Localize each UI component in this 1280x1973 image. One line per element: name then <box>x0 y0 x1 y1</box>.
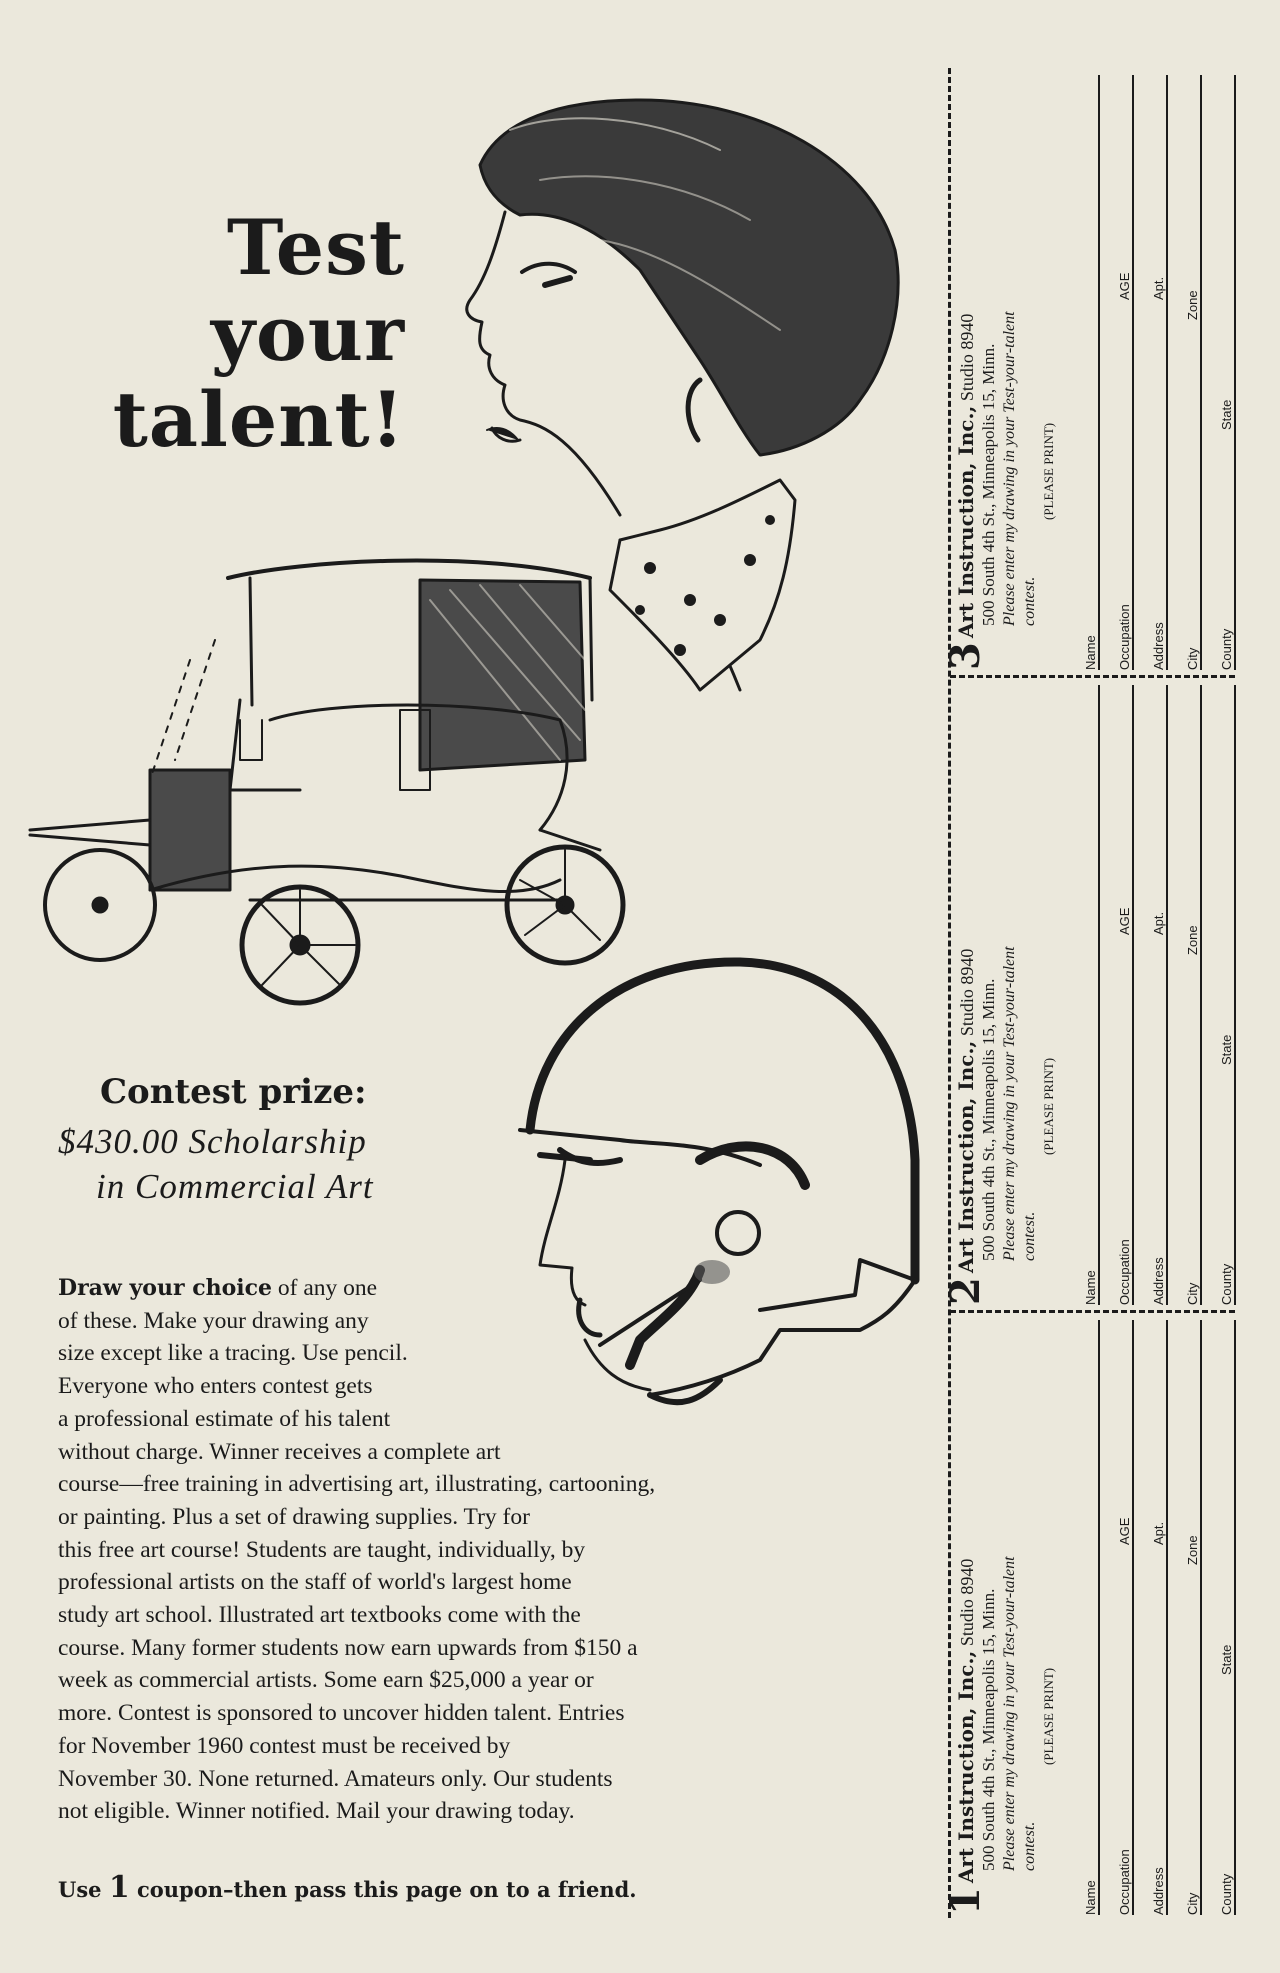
coupon-content <box>942 1320 1242 1915</box>
body-line: November 30. None returned. Amateurs only. Our students <box>58 1765 613 1792</box>
coupon-fields <box>1072 75 1242 670</box>
coupon-instruction: contest. <box>1021 1211 1038 1261</box>
coupon-studio: Studio 8940 <box>957 1558 977 1651</box>
coupon-number: 1 <box>942 1887 989 1915</box>
occupation-field[interactable] <box>1106 75 1140 670</box>
field-label: AGE <box>1117 905 1132 935</box>
field-label: Apt. <box>1151 909 1166 935</box>
coupon-2[interactable] <box>942 685 1235 1305</box>
body-line <box>58 1272 898 1305</box>
field-label: County <box>1219 626 1234 670</box>
body-line: professional artists on the staff of world's largest home <box>58 1569 572 1596</box>
body-line: this free art course! Students are taught, individually, by <box>58 1536 586 1563</box>
occupation-field[interactable] <box>1106 1320 1140 1915</box>
field-label: Occupation <box>1117 601 1132 670</box>
coupon-company: Art Instruction, Inc., <box>954 405 978 639</box>
coupon-instruction: Please enter my drawing in your Test-your-talent <box>1001 1556 1018 1871</box>
field-label: City <box>1185 645 1200 670</box>
prize-title: Contest prize: <box>100 1072 367 1112</box>
prize-field: in Commercial Art <box>96 1167 374 1206</box>
coupon-number: 3 <box>942 642 989 670</box>
footer-before: Use <box>58 1877 109 1902</box>
name-field[interactable] <box>1072 75 1106 670</box>
field-label: Address <box>1151 1254 1166 1305</box>
field-label: Name <box>1083 1877 1098 1915</box>
body-line: Everyone who enters contest gets <box>58 1373 373 1400</box>
headline-line: your <box>210 289 405 378</box>
prize-amount: $430.00 Scholarship <box>58 1122 367 1161</box>
name-field[interactable] <box>1072 1320 1106 1915</box>
headline-line: talent! <box>112 375 405 464</box>
field-label: AGE <box>1117 270 1132 300</box>
city-field[interactable] <box>1174 685 1208 1305</box>
occupation-field[interactable] <box>1106 685 1140 1305</box>
body-line: course—free training in advertising art, illustrating, cartooning, <box>58 1471 656 1498</box>
coupon-number: 2 <box>942 1277 989 1305</box>
county-field[interactable] <box>1208 75 1242 670</box>
field-label: Apt. <box>1151 274 1166 300</box>
coupon-instruction: Please enter my drawing in your Test-your-talent <box>1001 311 1018 626</box>
field-label: AGE <box>1117 1515 1132 1545</box>
coupon-divider <box>950 675 1235 678</box>
coupon-content <box>942 685 1242 1305</box>
coupon-divider <box>950 1310 1235 1313</box>
coupon-instruction: contest. <box>1021 576 1038 626</box>
county-field[interactable] <box>1208 1320 1242 1915</box>
field-label: County <box>1219 1871 1234 1915</box>
field-label: State <box>1219 1642 1234 1675</box>
body-copy <box>58 1272 898 1828</box>
coupon-print-note: (PLEASE PRINT) <box>1041 422 1056 520</box>
address-field[interactable] <box>1140 1320 1174 1915</box>
county-field[interactable] <box>1208 685 1242 1305</box>
body-line: without charge. Winner receives a complete art <box>58 1438 501 1465</box>
city-field[interactable] <box>1174 1320 1208 1915</box>
headline-line: Test <box>226 203 405 292</box>
field-label: State <box>1219 1032 1234 1065</box>
body-line: for November 1960 contest must be received by <box>58 1732 511 1759</box>
field-label: Zone <box>1185 287 1200 320</box>
coupon-company: Art Instruction, Inc., <box>954 1040 978 1274</box>
address-field[interactable] <box>1140 685 1174 1305</box>
coupon-address: 500 South 4th St., Minneapolis 15, Minn. <box>979 343 998 626</box>
footer-after: coupon–then pass this page on to a friend. <box>129 1877 637 1902</box>
coupon-studio: Studio 8940 <box>957 948 977 1041</box>
coupon-content <box>942 75 1242 670</box>
coupon-instruction: Please enter my drawing in your Test-your-talent <box>1001 946 1018 1261</box>
body-lead-rest: of any one <box>272 1275 378 1301</box>
field-label: Address <box>1151 619 1166 670</box>
field-label: State <box>1219 397 1234 430</box>
coupon-address: 500 South 4th St., Minneapolis 15, Minn. <box>979 1588 998 1871</box>
body-line: a professional estimate of his talent <box>58 1405 391 1432</box>
field-label: Zone <box>1185 922 1200 955</box>
body-lead-bold: Draw your choice <box>58 1275 273 1301</box>
body-line: course. Many former students now earn upwards from $150 a <box>58 1634 638 1661</box>
coupon-1[interactable] <box>942 1320 1235 1915</box>
field-label: Apt. <box>1151 1519 1166 1545</box>
field-label: City <box>1185 1280 1200 1305</box>
body-line: of these. Make your drawing any <box>58 1307 369 1334</box>
coupon-instruction: contest. <box>1021 1821 1038 1871</box>
footer-number: 1 <box>108 1870 130 1905</box>
coupon-3[interactable] <box>942 75 1235 670</box>
field-label: Zone <box>1185 1532 1200 1565</box>
field-label: County <box>1219 1261 1234 1305</box>
coupon-print-note: (PLEASE PRINT) <box>1041 1057 1056 1155</box>
body-line: study art school. Illustrated art textbooks come with the <box>58 1602 581 1629</box>
coupon-company: Art Instruction, Inc., <box>954 1650 978 1884</box>
field-label: City <box>1185 1890 1200 1915</box>
body-line: more. Contest is sponsored to uncover hidden talent. Entries <box>58 1700 625 1727</box>
coupon-fields <box>1072 685 1242 1305</box>
coupon-cut-line <box>948 68 951 1918</box>
body-line: not eligible. Winner notified. Mail your drawing today. <box>58 1798 575 1825</box>
antique-car-illustration <box>30 561 623 1003</box>
city-field[interactable] <box>1174 75 1208 670</box>
coupon-studio: Studio 8940 <box>957 313 977 406</box>
field-label: Occupation <box>1117 1236 1132 1305</box>
coupon-print-note: (PLEASE PRINT) <box>1041 1667 1056 1765</box>
field-label: Occupation <box>1117 1846 1132 1915</box>
field-label: Address <box>1151 1864 1166 1915</box>
footer-note <box>58 1870 637 1905</box>
name-field[interactable] <box>1072 685 1106 1305</box>
body-line: or painting. Plus a set of drawing supplies. Try for <box>58 1503 530 1530</box>
field-label: Name <box>1083 1267 1098 1305</box>
body-line: week as commercial artists. Some earn $25,000 a year or <box>58 1667 594 1694</box>
coupon-fields <box>1072 1320 1242 1915</box>
body-line: size except like a tracing. Use pencil. <box>58 1340 408 1367</box>
field-label: Name <box>1083 632 1098 670</box>
address-field[interactable] <box>1140 75 1174 670</box>
coupon-address: 500 South 4th St., Minneapolis 15, Minn. <box>979 978 998 1261</box>
